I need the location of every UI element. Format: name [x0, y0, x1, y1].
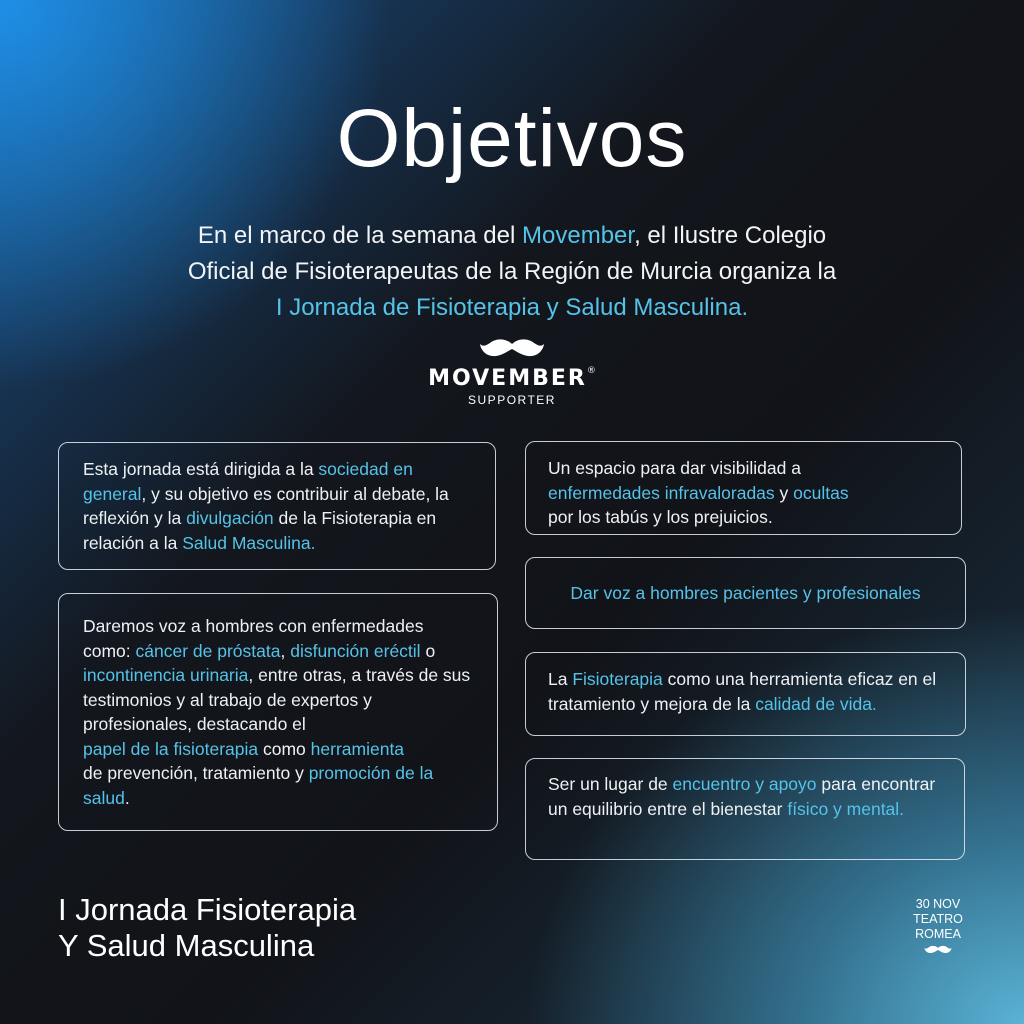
footer-event-title [58, 892, 356, 964]
card-highlight: encuentro y apoyo [672, 774, 817, 794]
footer-title-line: Y Salud Masculina [58, 928, 315, 963]
page-title: Objetivos [336, 93, 688, 184]
card-highlight: calidad de vida. [755, 693, 877, 714]
card-highlight: enfermedades infravaloradas [548, 482, 775, 503]
card-highlight: Salud Masculina. [182, 532, 316, 553]
card-text: y [774, 482, 794, 503]
card-highlight: Fisioterapia [572, 669, 663, 689]
card-highlight: Dar voz a hombres pacientes y profesionales [570, 582, 921, 603]
card-text: . [124, 787, 130, 808]
card-text: , y su objetivo es contribuir al debate, la reflexión y la [83, 483, 449, 528]
mustache-icon [924, 945, 952, 955]
logo-name-text: MOVEMBER [428, 366, 587, 391]
card-highlight: promoción de la salud [83, 763, 434, 808]
card-text: La [548, 669, 573, 689]
event-date: 30 NOV [915, 897, 961, 911]
card-text: Daremos voz a hombres con enfermedades como: [83, 616, 424, 661]
footer-title-line: I Jornada Fisioterapia [58, 892, 357, 927]
card-text: de prevención, tratamiento y [83, 763, 309, 783]
card-text: Ser un lugar de [548, 774, 673, 794]
card-highlight: ocultas [793, 482, 849, 503]
logo-subtitle: SUPPORTER [468, 393, 556, 407]
objective-card-physiotherapy [525, 652, 966, 736]
objective-card-support [525, 758, 965, 860]
intro-highlight-movember: Movember [522, 222, 635, 249]
card-highlight: divulgación [186, 508, 274, 528]
event-venue: ROMEA [915, 927, 961, 941]
intro-text: , el Ilustre Colegio [634, 222, 827, 249]
card-text: como [258, 738, 311, 759]
card-text: o [420, 640, 436, 661]
intro-paragraph [112, 218, 912, 326]
objective-card-voice [525, 557, 966, 629]
card-text: Esta jornada está dirigida a la [83, 459, 319, 479]
card-highlight: físico y mental. [787, 798, 905, 819]
movember-supporter-logo [412, 338, 612, 407]
card-highlight: disfunción eréctil [290, 640, 421, 661]
card-text: de la Fisioterapia en relación a la [83, 508, 437, 553]
card-text: , [280, 640, 291, 661]
card-text: para encontrar un equilibrio entre el bienestar [548, 774, 936, 819]
logo-wordmark [412, 366, 612, 391]
objective-card-visibility [525, 441, 962, 535]
intro-text: Oficial de Fisioterapeutas de la Región de Murcia organiza la [187, 258, 837, 285]
card-highlight: sociedad en general [83, 459, 413, 504]
intro-highlight-event: I Jornada de Fisioterapia y Salud Masculina. [275, 294, 749, 321]
card-highlight: incontinencia urinaria [83, 665, 249, 685]
intro-text: En el marco de la semana del [197, 222, 523, 249]
event-info-badge [898, 897, 978, 955]
mustache-icon [479, 338, 545, 360]
card-highlight: cáncer de próstata [135, 640, 281, 661]
event-venue: TEATRO [913, 912, 963, 926]
objective-card-testimonies [58, 593, 498, 831]
card-text: , entre otras, a través de sus testimonios y al trabajo de expertos y profesionales, destacando el [83, 665, 471, 734]
card-highlight: herramienta [310, 738, 405, 759]
objective-card-audience [58, 442, 496, 570]
card-text: Un espacio para dar visibilidad a [548, 458, 801, 478]
card-highlight: papel de la fisioterapia [83, 738, 259, 759]
registered-mark: ® [586, 366, 596, 376]
card-text: como una herramienta eficaz en el tratamiento y mejora de la [548, 669, 937, 714]
card-text: por los tabús y los prejuicios. [548, 507, 773, 527]
